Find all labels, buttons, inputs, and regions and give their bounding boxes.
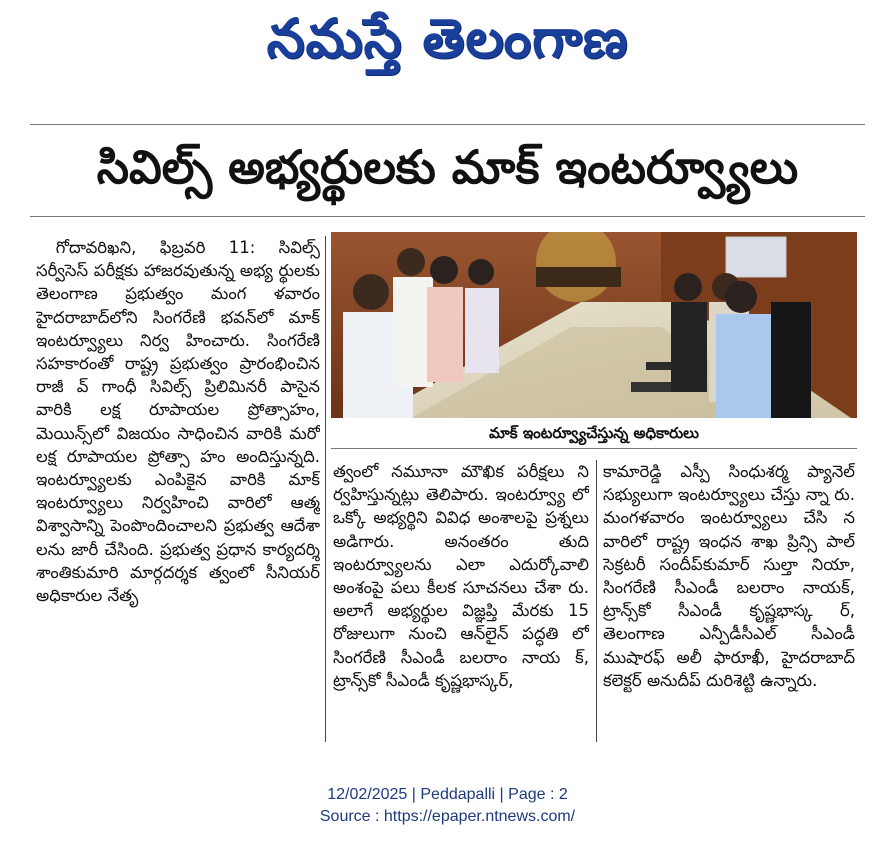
column-divider-1 <box>325 236 326 742</box>
headline-bottom-rule <box>30 216 865 217</box>
article-headline: సివిల్స్ అభ్యర్థులకు మాక్ ఇంటర్వ్యూలు <box>96 140 799 194</box>
article-photo <box>331 232 857 418</box>
article-column-1 <box>36 236 320 741</box>
column-divider-2 <box>596 460 597 742</box>
headline-rule <box>30 124 865 125</box>
footer-date-edition: 12/02/2025 | Peddapalli | Page : 2 <box>327 786 568 803</box>
article-column-2 <box>333 460 589 742</box>
article-column-3 <box>603 460 855 742</box>
photo-caption: మాక్ ఇంటర్వ్యూచేస్తున్న అధికారులు <box>489 424 699 442</box>
masthead-logo: నమస్తే తెలంగాణ <box>266 7 629 70</box>
article-text-col2: త్వంలో నమూనా మౌఖిక పరీక్షలు ని ర్వహిస్తున్నట్లు తెలిపారు. ఇంటర్వ్యూ లో ఒక్కో అభ్యర్థిని వివిధ అంశాలపై ప్రశ్నలు అడిగారు. అనంతరం తుది ఇంటర్వ్యూలను ఎలా ఎదుర్కోవాలి అంశంపై పలు కీలక సూచనలు చేశా రు. అలాగే అభ్యర్థుల విజ్ఞప్తి మేరకు 15 రోజులుగా నుంచి ఆన్‌లైన్ పద్ధతి లో సింగరేణి సీఎండీ బలరాం నాయ క్, ట్రాన్స్‌కో సీఎండీ కృష్ణభాస్కర్, <box>333 462 589 690</box>
article-text-col3: కామారెడ్డి ఎస్పీ సింధుశర్మ ప్యానెల్ సభ్యులుగా ఇంటర్వ్యూలు చేస్తు న్నా రు. మంగళవారం ఇంటర్వ్యూలు చేసి న వారిలో రాష్ట్ర ఇంధన శాఖ ప్రిన్సి పాల్ సెక్రటరీ సందీప్‌కుమార్ సుల్తా నియా, సింగరేణి సీఎండీ బలరాం నాయక్, ట్రాన్స్‌కో సీఎండీ కృష్ణభాస్క ర్, తెలంగాణ ఎన్పీడీసీఎల్ సీఎండీ ముషారఫ్ అలీ ఫారూఖీ, హైదరాబాద్ కలెక్టర్ అనుదీప్ దురిశెట్టి ఉన్నారు. <box>603 462 855 690</box>
article-text-col1: గోదావరిఖని, ఫిబ్రవరి 11: సివిల్స్ సర్వీసెస్ పరీక్షకు హాజరవుతున్న అభ్య ర్థులకు తెలంగాణ ప్రభుత్వం మంగ ళవారం హైదరాబాద్‌లోని సింగరేణి భవన్‌లో మాక్ ఇంటర్వ్యూలు నిర్వ హించారు. సింగరేణి సహకారంతో రాష్ట్ర ప్రభుత్వం ప్రారంభించిన రాజీ వ్ గాంధీ సివిల్స్ ప్రిలిమినరీ పాసైన వారికి లక్ష రూపాయల ప్రోత్సాహం, మెయిన్స్‌లో విజయం సాధించిన వారికి మరో లక్ష రూపాయల ప్రోత్సా హం అందిస్తున్నది. ఇంటర్వ్యూలకు ఎంపికైన వారికి మాక్ ఇంటర్వ్యూలు నిర్వహించి వారిలో ఆత్మ విశ్వాసాన్ని పెంపొందించాలని ప్రభుత్వ ఆదేశా లను జారీ చేసింది. ప్రభుత్వ ప్రధాన కార్యదర్శి శాంతికుమారి మార్గదర్శక త్వంలో సీనియర్ అధికారుల నేతృ <box>36 238 320 606</box>
caption-rule <box>331 448 857 449</box>
footer-source-link[interactable]: Source : https://epaper.ntnews.com/ <box>319 808 576 825</box>
